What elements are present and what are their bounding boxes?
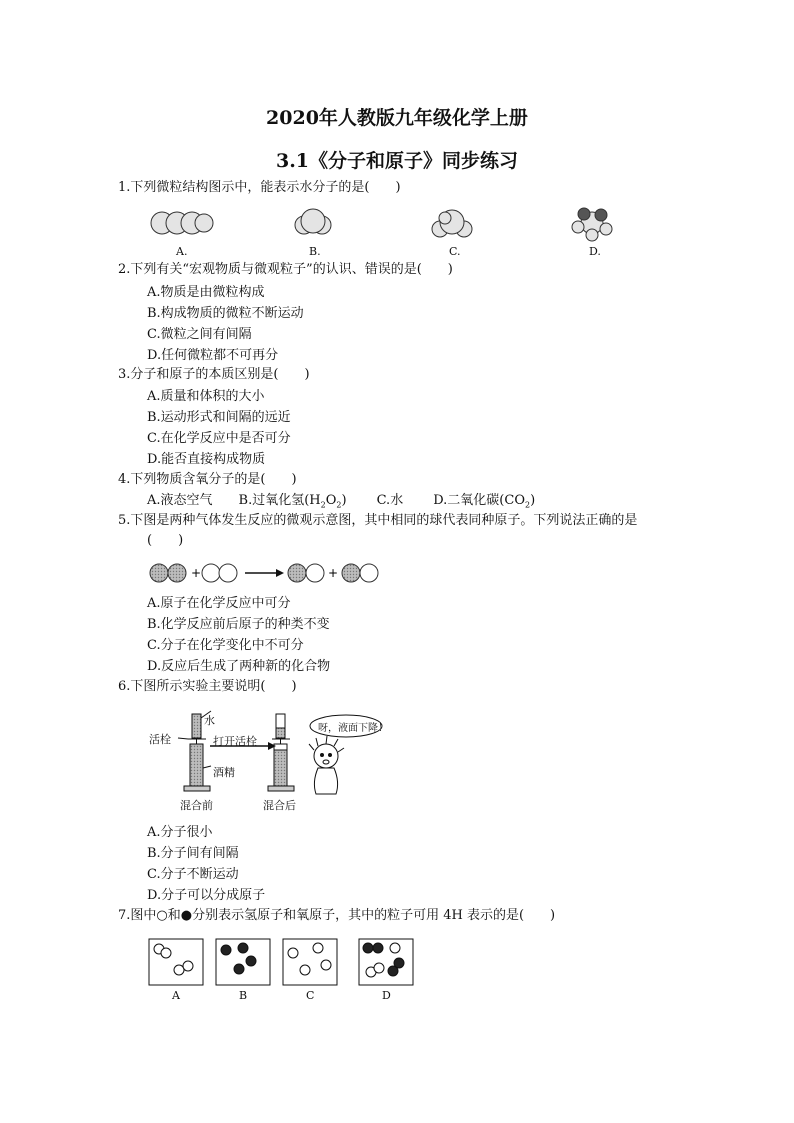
cartoon-kid bbox=[309, 736, 344, 794]
q3-option-d: D.能否直接构成物质 bbox=[147, 452, 266, 467]
q3-option-a: A.质量和体积的大小 bbox=[147, 389, 265, 404]
q6-option-b: B.分子间有间隔 bbox=[147, 846, 239, 861]
q4-options-row bbox=[147, 493, 535, 514]
question-2: 2.下列有关“宏观物质与微观粒子”的认识、错误的是( ) bbox=[118, 262, 453, 277]
q1-option-c: C. bbox=[449, 245, 461, 258]
q5-reaction-diagram bbox=[148, 561, 388, 587]
q5-option-c: C.分子在化学变化中不可分 bbox=[147, 638, 304, 653]
q1-option-a: A. bbox=[176, 245, 188, 258]
q5-option-a: A.原子在化学反应中可分 bbox=[147, 596, 291, 611]
question-5: 5.下图是两种气体发生反应的微观示意图，其中相同的球代表同种原子。下列说法正确的是 bbox=[118, 513, 638, 528]
q6-label-alcohol: 酒精 bbox=[213, 766, 235, 779]
q4-option-c: C.水 bbox=[376, 493, 404, 508]
q5-option-d: D.反应后生成了两种新的化合物 bbox=[147, 659, 331, 674]
q6-label-after: 混合后 bbox=[263, 799, 296, 812]
question-4: 4.下列物质含氧分子的是( ) bbox=[118, 472, 297, 487]
q7-option-c: C bbox=[306, 989, 315, 1002]
molecule-d bbox=[572, 208, 612, 241]
q6-label-open-valve: 打开活栓 bbox=[213, 735, 257, 748]
q1-molecule-figures bbox=[0, 205, 794, 265]
q2-option-a: A.物质是由微粒构成 bbox=[147, 285, 265, 300]
q4-option-a: A.液态空气 bbox=[147, 493, 213, 508]
svg-text:+: + bbox=[191, 566, 202, 580]
q6-option-d: D.分子可以分成原子 bbox=[147, 888, 266, 903]
question-7: 7.图中○和●分别表示氢原子和氧原子，其中的粒子可用 4H 表示的是( ) bbox=[118, 908, 556, 923]
q6-option-a: A.分子很小 bbox=[147, 825, 213, 840]
molecule-c bbox=[432, 210, 472, 237]
q2-option-d: D.任何微粒都不可再分 bbox=[147, 348, 279, 363]
q7-option-b: B bbox=[239, 989, 248, 1002]
q7-option-d: D bbox=[382, 989, 391, 1002]
q7-option-a: A bbox=[172, 989, 180, 1002]
q7-particle-boxes bbox=[148, 938, 418, 986]
q3-option-c: C.在化学反应中是否可分 bbox=[147, 431, 291, 446]
q4-option-d: D.二氧化碳$(CO_2)$ bbox=[433, 493, 536, 510]
page-subtitle: 3.1《分子和原子》同步练习 bbox=[275, 150, 519, 172]
q6-label-water: 水 bbox=[204, 714, 215, 727]
q6-speech-bubble: 呀，液面下降！ bbox=[318, 723, 388, 734]
box-c bbox=[283, 939, 337, 985]
box-b bbox=[216, 939, 270, 985]
q1-option-d: D. bbox=[589, 245, 601, 258]
page-title: 2020年人教版九年级化学上册 bbox=[266, 107, 528, 129]
q5-option-b: B.化学反应前后原子的种类不变 bbox=[147, 617, 330, 632]
q2-option-b: B.构成物质的微粒不断运动 bbox=[147, 306, 304, 321]
q4-option-b: B.过氧化氢$(H_2O_2)$ bbox=[238, 493, 347, 510]
q2-option-c: C.微粒之间有间隔 bbox=[147, 327, 252, 342]
svg-text:+: + bbox=[328, 566, 339, 580]
q6-label-before: 混合前 bbox=[180, 799, 213, 812]
question-3: 3.分子和原子的本质区别是( ) bbox=[118, 367, 310, 382]
q6-option-c: C.分子不断运动 bbox=[147, 867, 239, 882]
question-1: 1.下列微粒结构图示中，能表示水分子的是( ) bbox=[118, 180, 401, 195]
q6-label-valve: 活栓 bbox=[149, 733, 171, 746]
molecule-a bbox=[151, 212, 213, 234]
question-6: 6.下图所示实验主要说明( ) bbox=[118, 679, 297, 694]
q1-option-b: B. bbox=[309, 245, 321, 258]
molecule-b bbox=[295, 209, 331, 234]
q3-option-b: B.运动形式和间隔的远近 bbox=[147, 410, 291, 425]
question-5-bracket: ( ) bbox=[147, 533, 184, 548]
tube-after bbox=[268, 714, 294, 791]
box-a bbox=[149, 939, 203, 985]
box-d bbox=[359, 939, 413, 985]
